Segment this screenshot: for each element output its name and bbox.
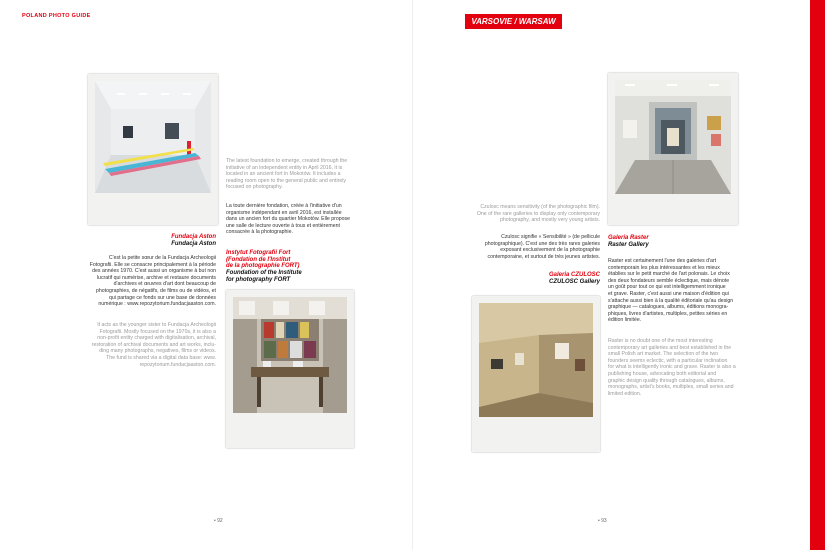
fort-en-line: reading room open to the general public and entirely	[226, 177, 346, 184]
raster-fr-line: Raster est certainement l'une des galeries d'art	[608, 258, 717, 264]
czulosc-en-line: photography, and mostly very young artists.	[500, 217, 600, 224]
fort-text-en	[226, 158, 362, 191]
fort-red-line: (Fondation de l'Institut	[226, 256, 291, 263]
raster-en-line: limited edition.	[608, 390, 642, 397]
photo-raster-gallery	[615, 80, 731, 194]
czulosc-fr-line: photographique). C'est une des très rares galeries	[484, 240, 600, 247]
fort-en-line: The latest foundation to emerge, created through the	[226, 158, 348, 164]
aston-fr-line: Fotografii. Elle se consacre principalement à la période	[89, 261, 216, 268]
polaroid-fort	[226, 290, 354, 448]
fort-en-line: located in an ancient fort in Mokotów. It includes a	[226, 171, 341, 178]
aston-en-line: ding many photographs, negatives, films or videos.	[99, 348, 216, 355]
aston-text-fr	[80, 255, 216, 308]
aston-en-line: restoration of archival documents and art works, inclu-	[91, 341, 216, 348]
aston-en-line: repozytorium.fundacjaaston.com.	[139, 361, 216, 368]
fort-en-line: focused on photography.	[226, 184, 283, 191]
czulosc-name-black: CZULOSC Gallery	[548, 279, 600, 285]
fort-red-line: de la photographie FORT)	[226, 263, 300, 270]
raster-fr-line: un goût pour tout ce qui est intelligemment ironique	[608, 284, 726, 291]
aston-name-black: Fundacja Aston	[171, 240, 216, 247]
czulosc-en-line: One of the rare galleries to display only contemporary	[476, 210, 600, 217]
city-banner: VARSOVIE / WARSAW	[465, 14, 562, 29]
raster-en-line: contemporary art galleries and best established in the	[608, 344, 732, 351]
fort-fr-line: organisme indépendant en avril 2016, est installée	[226, 209, 342, 216]
guide-title: POLAND PHOTO GUIDE	[22, 13, 91, 19]
polaroid-aston	[88, 74, 218, 225]
fort-text-fr	[226, 203, 362, 236]
aston-fr-line: C'est la petite sœur de la Fundacja Archeologii	[108, 255, 216, 261]
aston-en-line: non-profit entity charged with digitalisation, archival,	[97, 335, 216, 342]
raster-fr-line: contemporain les plus intéressantes et les mieux	[608, 264, 720, 271]
aston-fr-line: d'archives et œuvres d'art dont beaucoup de	[113, 281, 216, 288]
photo-aston-gallery	[95, 81, 211, 193]
czulosc-fr-line: Czulosc signifie « Sensibilité » (de pellicule	[501, 234, 600, 240]
aston-en-line: Fotografii. Mostly focused on the 1970s, it is also a	[99, 328, 216, 335]
raster-fr-line: et grave. Raster, c'est aussi une maison d'édition qui	[608, 290, 729, 297]
aston-text-en	[80, 322, 216, 368]
fort-black-line: Foundation of the Institute	[226, 270, 302, 276]
raster-en-line: Raster is no doubt one of the most interesting	[608, 338, 713, 344]
polaroid-raster	[608, 73, 738, 225]
raster-en-line: monographs, artist's books, multiples, small series and	[608, 384, 734, 391]
raster-text-en	[608, 338, 744, 397]
raster-fr-line: graphique — catalogues, albums, éditions monogra-	[608, 304, 729, 311]
page-fold	[412, 0, 413, 550]
fort-fr-line: consacrée à la photographie.	[226, 229, 293, 236]
raster-fr-line: phiques, livres d'artistes, multiples, petites séries en	[608, 310, 728, 317]
fort-fr-line: dans un ancien fort du quartier Mokotów. Elle propose	[226, 216, 350, 223]
photo-fort-library	[233, 297, 347, 413]
raster-en-line: small Polish art market. The selection of the two	[608, 351, 719, 358]
aston-fr-line: lucratif qui numérise, archive et restaure documents	[96, 274, 216, 281]
page-number-left: • 92	[214, 518, 223, 524]
fort-fr-line: une salle de lecture ouverte à tous et entièrement	[226, 222, 340, 229]
fort-en-line: initiative of an independent entity in April 2016, it is	[226, 164, 343, 171]
raster-fr-line: des deux fondateurs semble éclectique, mais dénote	[608, 277, 730, 284]
raster-text-fr	[608, 258, 744, 324]
raster-en-line: publishing house, advocating both editorial and	[608, 370, 717, 377]
fort-name-red	[226, 250, 366, 270]
raster-name-red: Galeria Raster	[608, 235, 649, 241]
fort-black-line: for photography FORT	[226, 276, 291, 283]
polaroid-czulosc	[472, 296, 600, 452]
raster-en-line: graphic design quality through catalogues, albums,	[608, 377, 725, 384]
aston-fr-line: numérique : www.repozytorium.fundacjaaston.com.	[98, 301, 216, 308]
red-edge-strip	[810, 0, 825, 550]
aston-en-line: It acts as the younger sister to Fundacja Archeologii	[97, 322, 216, 328]
czulosc-fr-line: contemporaine, et surtout de très jeunes artistes.	[487, 253, 600, 260]
aston-name-red: Fundacja Aston	[171, 234, 216, 240]
aston-en-line: The fund is shared via a digital data base: www.	[106, 354, 216, 361]
aston-fr-line: photographies, de négatifs, de films ou de vidéos, et	[96, 287, 216, 294]
aston-fr-line: des années 1970. C'est aussi un organisme à but non	[92, 268, 216, 275]
fort-name-black	[226, 270, 366, 283]
fort-red-line: Instytut Fotografii Fort	[226, 250, 291, 256]
czulosc-text-en	[466, 204, 600, 224]
czulosc-name-red: Galeria CZULOSC	[548, 272, 600, 278]
aston-fr-line: qui partage ce fonds sur une base de données	[109, 294, 216, 301]
raster-fr-line: établies sur le petit marché de l'art polonais. Le choix	[608, 271, 730, 278]
czulosc-en-line: Czulosc means sensitivity (of the photographic film).	[480, 204, 600, 210]
raster-name-black: Raster Gallery	[608, 242, 649, 248]
raster-en-line: founders seems eclectic, with a particular inclination	[608, 357, 728, 364]
raster-fr-line: s'attache aussi bien à la qualité éditoriale qu'au design	[608, 297, 734, 304]
photo-czulosc-gallery	[479, 303, 593, 417]
raster-en-line: for what is intelligently ironic and grave. Raster is also a	[608, 364, 736, 371]
raster-fr-line: édition limitée.	[608, 317, 642, 324]
czulosc-text-fr	[466, 234, 600, 260]
fort-fr-line: La toute dernière fondation, créée à l'initiative d'un	[226, 203, 342, 209]
czulosc-fr-line: exposant exclusivement de la photographie	[500, 247, 600, 254]
page-number-right: • 93	[598, 518, 607, 524]
